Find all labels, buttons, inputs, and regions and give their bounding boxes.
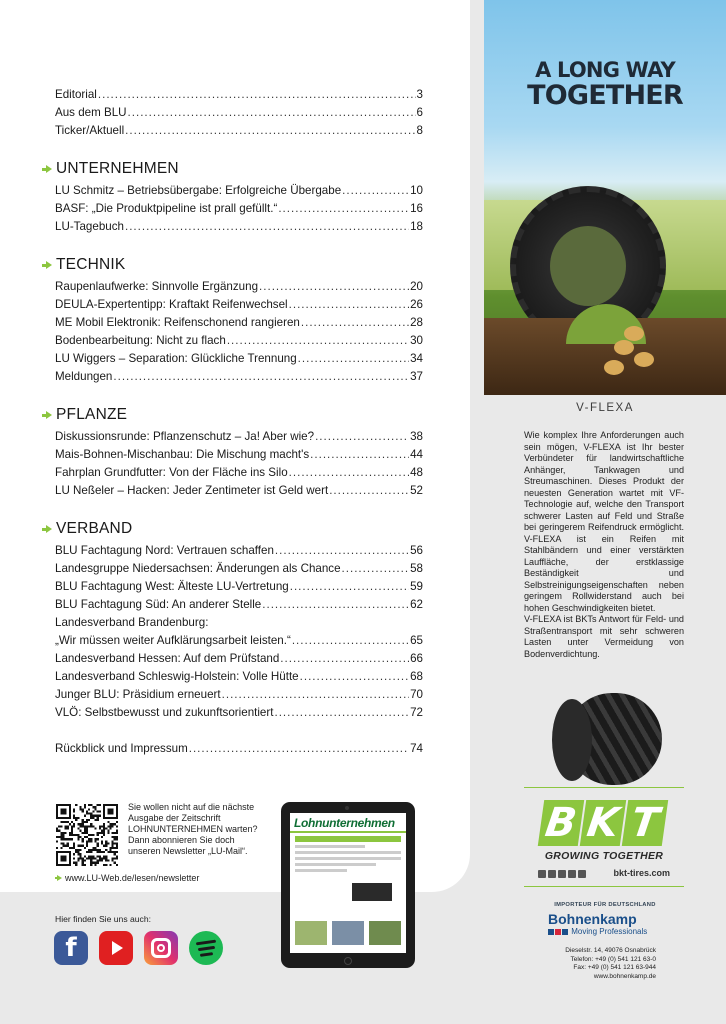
arrow-right-icon bbox=[55, 875, 62, 882]
magazine-text-line bbox=[295, 869, 347, 872]
toc-dot-leader bbox=[300, 668, 409, 686]
toc-section-title: VERBAND bbox=[56, 520, 133, 537]
toc-entry-title: Landesverband Brandenburg: bbox=[55, 616, 209, 629]
toc-section-title: TECHNIK bbox=[56, 256, 126, 273]
toc-dot-leader bbox=[113, 368, 409, 386]
toc-dot-leader bbox=[128, 104, 416, 122]
toc-entry[interactable] bbox=[55, 200, 423, 218]
magazine-banner bbox=[295, 836, 401, 842]
toc-dot-leader bbox=[315, 428, 409, 446]
toc-entry[interactable] bbox=[55, 332, 423, 350]
toc-dot-leader bbox=[292, 632, 409, 650]
toc-page-number: 26 bbox=[410, 298, 423, 311]
toc-dot-leader bbox=[329, 482, 409, 500]
toc-dot-leader bbox=[289, 464, 409, 482]
address-line[interactable]: www.bohnenkamp.de bbox=[593, 972, 656, 980]
toc-entry[interactable] bbox=[55, 104, 423, 122]
tablet-image bbox=[281, 802, 415, 968]
magazine-image-block bbox=[352, 883, 392, 901]
instagram-icon[interactable] bbox=[558, 870, 566, 878]
arrow-right-icon bbox=[42, 525, 52, 534]
magazine-text-line bbox=[295, 863, 376, 866]
newsletter-url[interactable]: www.LU-Web.de/lesen/newsletter bbox=[65, 873, 200, 883]
toc-page-number: 28 bbox=[410, 316, 423, 329]
potato-image bbox=[614, 340, 634, 355]
newsletter-link[interactable] bbox=[55, 873, 199, 883]
toc-page-number: 6 bbox=[416, 106, 423, 119]
facebook-icon[interactable]: f bbox=[54, 931, 88, 965]
toc-entry-title: Diskussionsrunde: Pflanzenschutz – Ja! Aber wie? bbox=[55, 430, 315, 443]
toc-page-number: 58 bbox=[410, 562, 423, 575]
address-line: Telefon: +49 (0) 541 121 63-0 bbox=[570, 955, 656, 963]
toc-entry[interactable] bbox=[55, 350, 423, 368]
toc-entry[interactable] bbox=[55, 86, 423, 104]
newsletter-text: Sie wollen nicht auf die nächste Ausgabe der Zeitschrift LOHNUNTERNEHMEN warten? Dann abonnieren Sie doch unseren Newsletter „LU-Mail“. bbox=[128, 802, 258, 856]
bkt-logo-letter: B bbox=[538, 800, 584, 846]
toc-entry[interactable] bbox=[55, 464, 423, 482]
ad-description-paragraph: V-FLEXA ist BKTs Antwort für Feld- und Straßentransport mit sehr schweren Lasten unter Vermeidung von Bodenverdichtung. bbox=[524, 614, 684, 659]
toc-dot-leader bbox=[227, 332, 409, 350]
arrow-right-icon bbox=[42, 411, 52, 420]
potato-image bbox=[634, 352, 654, 367]
toc-entry-title: LU Wiggers – Separation: Glückliche Trennung bbox=[55, 352, 297, 365]
toc-entry[interactable] bbox=[55, 668, 423, 686]
table-of-contents bbox=[55, 86, 423, 758]
spotify-icon[interactable] bbox=[189, 931, 223, 965]
youtube-icon[interactable] bbox=[99, 931, 133, 965]
ad-hero-image bbox=[484, 0, 726, 395]
toc-dot-leader bbox=[98, 86, 416, 104]
address-line: Dieselstr. 14, 49076 Osnabrück bbox=[565, 947, 656, 954]
toc-dot-leader bbox=[125, 218, 409, 236]
importer-label: IMPORTEUR FÜR DEUTSCHLAND bbox=[554, 902, 656, 908]
toc-entry[interactable] bbox=[55, 368, 423, 386]
toc-entry-title: Junger BLU: Präsidium erneuert bbox=[55, 688, 221, 701]
toc-dot-leader bbox=[222, 686, 409, 704]
importer-logo bbox=[548, 911, 668, 936]
importer-claim: Moving Professionals bbox=[571, 927, 648, 936]
toc-entry-title: Mais-Bohnen-Mischanbau: Die Mischung macht's bbox=[55, 448, 310, 461]
toc-page-number: 3 bbox=[416, 88, 423, 101]
tablet-screen bbox=[290, 813, 406, 953]
toc-spacer bbox=[55, 236, 423, 246]
tablet-home-button bbox=[344, 957, 352, 965]
ad-description-paragraph: Wie komplex Ihre Anforderungen auch sein mögen, V-FLEXA ist Ihr bester Verbündeter für landwirtschaftliche Anhänger, Tankwagen und Streumaschinen. Dieses Produkt der neuesten Generation wartet mit VF-Technologie auf, welche den Transport schwerer Lasten auf Feld und Straße bei geringerem Reifendruck ermöglicht. V-FLEXA ist ein Reifen mit Stahlbändern und einer verstärkten Lauffläche, der erstklassige Beständigkeit und Selbstreinigungseigenschaften neben geringem Rollwiderstand auch bei hohen Geschwindigkeiten bietet. bbox=[524, 430, 684, 613]
toc-entry-title: LU Schmitz – Betriebsübergabe: Erfolgreiche Übergabe bbox=[55, 184, 342, 197]
toc-page-number: 48 bbox=[410, 466, 423, 479]
tablet-camera bbox=[345, 806, 349, 810]
toc-entry-title: Bodenbearbeitung: Nicht zu flach bbox=[55, 334, 226, 347]
toc-entry-title: BASF: „Die Produktpipeline ist prall gefüllt.“ bbox=[55, 202, 278, 215]
toc-entry[interactable] bbox=[55, 296, 423, 314]
bkt-brand-box bbox=[524, 787, 684, 887]
toc-page-number: 52 bbox=[410, 484, 423, 497]
toc-entry[interactable] bbox=[55, 446, 423, 464]
toc-entry-title: Fahrplan Grundfutter: Von der Fläche ins Silo bbox=[55, 466, 288, 479]
toc-page-number: 38 bbox=[410, 430, 423, 443]
toc-dot-leader bbox=[342, 182, 409, 200]
toc-dot-leader bbox=[275, 542, 409, 560]
toc-entry-title: ME Mobil Elektronik: Reifenschonend rangieren bbox=[55, 316, 300, 329]
product-logo: V-FLEXA bbox=[576, 402, 634, 414]
toc-entry-title: BLU Fachtagung Nord: Vertrauen schaffen bbox=[55, 544, 274, 557]
toc-entry[interactable] bbox=[55, 182, 423, 200]
bkt-logo-letter: T bbox=[622, 800, 668, 846]
toc-spacer bbox=[55, 386, 423, 396]
toc-entry[interactable] bbox=[55, 596, 423, 614]
toc-entry-title: VLÖ: Selbstbewusst und zukunftsorientiert bbox=[55, 706, 274, 719]
toc-section-title: UNTERNEHMEN bbox=[56, 160, 179, 177]
toc-section-heading bbox=[42, 156, 423, 182]
toc-page-number: 68 bbox=[410, 670, 423, 683]
toc-page-number: 66 bbox=[410, 652, 423, 665]
toc-page-number: 20 bbox=[410, 280, 423, 293]
twitter-icon[interactable] bbox=[578, 870, 586, 878]
magazine-text-line bbox=[295, 845, 365, 848]
youtube-icon[interactable] bbox=[568, 870, 576, 878]
facebook-icon[interactable] bbox=[548, 870, 556, 878]
toc-spacer bbox=[55, 722, 423, 740]
toc-entry-title: Landesverband Schleswig-Holstein: Volle Hütte bbox=[55, 670, 299, 683]
toc-dot-leader bbox=[189, 740, 409, 758]
toc-entry[interactable] bbox=[55, 578, 423, 596]
magazine-photo bbox=[295, 921, 327, 945]
toc-entry[interactable] bbox=[55, 704, 423, 722]
toc-entry-title: Ticker/Aktuell bbox=[55, 124, 125, 137]
toc-page-number: 44 bbox=[410, 448, 423, 461]
importer-name: Bohnenkamp bbox=[548, 911, 637, 927]
tire-product-image bbox=[552, 693, 664, 785]
magazine-photo bbox=[369, 921, 401, 945]
toc-dot-leader bbox=[125, 122, 415, 140]
toc-spacer bbox=[55, 500, 423, 510]
importer-claim-row bbox=[548, 927, 668, 936]
toc-dot-leader bbox=[259, 278, 409, 296]
toc-page-number: 37 bbox=[410, 370, 423, 383]
toc-dot-leader bbox=[342, 560, 410, 578]
toc-entry-title: Landesgruppe Niedersachsen: Änderungen als Chance bbox=[55, 562, 341, 575]
social-label: Hier finden Sie uns auch: bbox=[55, 914, 152, 924]
toc-page-number: 74 bbox=[410, 742, 423, 755]
magazine-header bbox=[290, 813, 406, 833]
arrow-right-icon bbox=[42, 261, 52, 270]
toc-entry[interactable] bbox=[55, 560, 423, 578]
importer-address bbox=[484, 947, 656, 981]
magazine-text-line bbox=[295, 857, 401, 860]
toc-entry[interactable] bbox=[55, 122, 423, 140]
toc-page-number: 62 bbox=[410, 598, 423, 611]
bkt-website[interactable]: bkt-tires.com bbox=[613, 868, 670, 878]
potato-image bbox=[624, 326, 644, 341]
toc-section-heading bbox=[42, 252, 423, 278]
toc-dot-leader bbox=[280, 650, 409, 668]
toc-spacer bbox=[55, 140, 423, 150]
toc-section-heading bbox=[42, 402, 423, 428]
toc-dot-leader bbox=[301, 314, 409, 332]
toc-page-number: 30 bbox=[410, 334, 423, 347]
toc-entry-title: LU Neßeler – Hacken: Jeder Zentimeter ist Geld wert bbox=[55, 484, 329, 497]
toc-page-number: 59 bbox=[410, 580, 423, 593]
toc-page-number: 72 bbox=[410, 706, 423, 719]
magazine-text-line bbox=[295, 851, 401, 854]
toc-entry[interactable] bbox=[55, 650, 423, 668]
ad-headline-line-2: TOGETHER bbox=[527, 80, 683, 111]
bkt-social-icons bbox=[538, 870, 586, 878]
toc-page-number: 56 bbox=[410, 544, 423, 557]
linkedin-icon[interactable] bbox=[538, 870, 546, 878]
instagram-icon[interactable] bbox=[144, 931, 178, 965]
toc-entry[interactable] bbox=[55, 542, 423, 560]
address-line: Fax: +49 (0) 541 121 63-944 bbox=[573, 964, 656, 971]
toc-page-number: 70 bbox=[410, 688, 423, 701]
toc-page-number: 34 bbox=[410, 352, 423, 365]
toc-entry-title: Rückblick und Impressum bbox=[55, 742, 188, 755]
toc-dot-leader bbox=[289, 296, 409, 314]
magazine-photo bbox=[332, 921, 364, 945]
toc-entry[interactable] bbox=[55, 278, 423, 296]
ad-headline bbox=[484, 58, 726, 111]
toc-entry-title: Raupenlaufwerke: Sinnvolle Ergänzung bbox=[55, 280, 259, 293]
toc-entry[interactable] bbox=[55, 428, 423, 446]
toc-entry-title: Meldungen bbox=[55, 370, 113, 383]
toc-page-number: 16 bbox=[410, 202, 423, 215]
arrow-right-icon bbox=[42, 165, 52, 174]
toc-entry-title: Aus dem BLU bbox=[55, 106, 127, 119]
toc-entry[interactable] bbox=[55, 740, 423, 758]
toc-dot-leader bbox=[278, 200, 409, 218]
toc-entry-title: Landesverband Hessen: Auf dem Prüfstand bbox=[55, 652, 280, 665]
ad-headline-line-1: A LONG WAY bbox=[535, 58, 675, 82]
toc-page-number: 8 bbox=[416, 124, 423, 137]
ad-description bbox=[524, 430, 684, 660]
toc-entry[interactable] bbox=[55, 314, 423, 332]
toc-dot-leader bbox=[274, 704, 409, 722]
toc-entry[interactable] bbox=[55, 614, 423, 650]
bkt-tagline: GROWING TOGETHER bbox=[544, 850, 664, 862]
toc-entry-title: DEULA-Expertentipp: Kraftakt Reifenwechsel bbox=[55, 298, 288, 311]
toc-entry-title-continued: „Wir müssen weiter Aufklärungsarbeit leisten.“ bbox=[55, 634, 291, 647]
toc-section-title: PFLANZE bbox=[56, 406, 128, 423]
toc-page-number: 65 bbox=[410, 634, 423, 647]
potato-image bbox=[604, 360, 624, 375]
toc-dot-leader bbox=[290, 578, 409, 596]
toc-entry-title: Editorial bbox=[55, 88, 97, 101]
toc-page-number: 18 bbox=[410, 220, 423, 233]
bkt-logo bbox=[541, 800, 667, 846]
bkt-logo-letter: K bbox=[580, 800, 626, 846]
toc-entry-title: BLU Fachtagung Süd: An anderer Stelle bbox=[55, 598, 262, 611]
toc-page-number: 10 bbox=[410, 184, 423, 197]
toc-dot-leader bbox=[262, 596, 409, 614]
toc-dot-leader bbox=[298, 350, 409, 368]
toc-entry-title: LU-Tagebuch bbox=[55, 220, 124, 233]
magazine-title: Lohnunternehmen bbox=[294, 816, 395, 830]
toc-entry-title: BLU Fachtagung West: Älteste LU-Vertretung bbox=[55, 580, 289, 593]
toc-entry[interactable] bbox=[55, 686, 423, 704]
toc-dot-leader bbox=[310, 446, 409, 464]
toc-section-heading bbox=[42, 516, 423, 542]
toc-entry[interactable] bbox=[55, 482, 423, 500]
toc-entry[interactable] bbox=[55, 218, 423, 236]
qr-code[interactable] bbox=[56, 804, 118, 866]
